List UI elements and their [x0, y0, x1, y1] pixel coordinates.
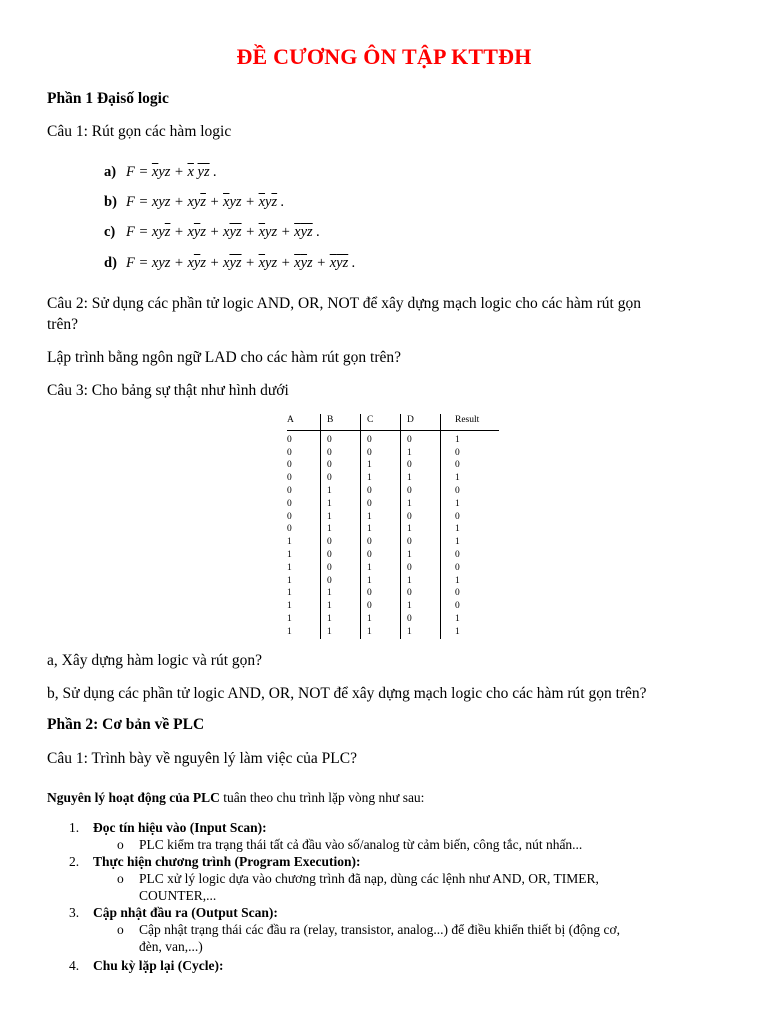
table-cell: 0 — [287, 459, 321, 472]
table-cell: 0 — [361, 600, 401, 613]
table-cell: 1 — [287, 626, 321, 639]
step-1-number: 1. — [69, 820, 80, 835]
header-d: D — [401, 414, 441, 430]
table-cell: 1 — [401, 549, 441, 562]
table-cell: 0 — [321, 447, 361, 460]
table-cell: 1 — [321, 626, 361, 639]
part1-question-3: Câu 3: Cho bảng sự thật như hình dưới — [47, 382, 289, 399]
table-cell: 0 — [321, 459, 361, 472]
table-cell: 0 — [455, 511, 460, 522]
table-cell: 0 — [401, 613, 441, 626]
step-3-bullet: o — [117, 922, 124, 937]
part1-heading: Phần 1 Đạisố logic — [47, 90, 169, 107]
table-cell: 0 — [401, 562, 441, 575]
table-row — [287, 600, 499, 613]
step-1-bullet: o — [117, 837, 124, 852]
table-cell: 0 — [361, 447, 401, 460]
table-cell: 1 — [321, 600, 361, 613]
table-cell: 1 — [361, 523, 401, 536]
header-a: A — [287, 414, 321, 430]
table-row — [287, 459, 499, 472]
table-cell: 1 — [455, 575, 460, 586]
table-cell: 0 — [401, 459, 441, 472]
step-1-detail-text: PLC kiểm tra trạng thái tất cả đầu vào số/analog từ cảm biến, công tắc, nút nhấn... — [139, 837, 583, 852]
table-cell: 1 — [401, 523, 441, 536]
table-row — [287, 575, 499, 588]
principle-bold: Nguyên lý hoạt động của PLC — [47, 790, 220, 805]
table-cell: 0 — [321, 562, 361, 575]
table-row — [287, 472, 499, 485]
table-cell: 0 — [361, 498, 401, 511]
table-row — [287, 511, 499, 524]
table-row — [287, 536, 499, 549]
step-4-title: Chu kỳ lặp lại (Cycle): — [93, 958, 224, 973]
table-cell: 0 — [287, 472, 321, 485]
header-result: Result — [441, 414, 500, 430]
step-2-title: Thực hiện chương trình (Program Execution): — [93, 854, 361, 869]
table-cell: 1 — [455, 524, 460, 535]
part1-question-2-cont: trên? — [47, 316, 78, 333]
table-cell: 1 — [455, 626, 460, 637]
table-row — [287, 587, 499, 600]
table-cell: 1 — [361, 472, 401, 485]
table-cell: 0 — [287, 485, 321, 498]
table-cell: 1 — [401, 447, 441, 460]
table-cell: 0 — [361, 485, 401, 498]
table-cell: 1 — [287, 562, 321, 575]
table-cell: 1 — [361, 562, 401, 575]
principle-intro — [47, 787, 424, 808]
table-cell: 1 — [321, 523, 361, 536]
principle-rest: tuân theo chu trình lặp vòng như sau: — [219, 790, 425, 805]
truth-table — [287, 414, 499, 639]
table-cell: 1 — [455, 613, 460, 624]
table-cell: 0 — [455, 485, 460, 496]
table-cell: 1 — [321, 587, 361, 600]
table-cell: 1 — [287, 587, 321, 600]
truth-table-header — [287, 414, 499, 430]
table-cell: 0 — [287, 447, 321, 460]
table-cell: 1 — [361, 613, 401, 626]
table-cell: 0 — [455, 601, 460, 612]
table-cell: 1 — [401, 472, 441, 485]
table-cell: 0 — [455, 447, 460, 458]
table-cell: 1 — [401, 575, 441, 588]
formula-c: c) $F = xy\overline{z} + x\overline{y}z + x\overline{yz} + \overline{x}yz + \overline{x}\overline{yz}$ . — [104, 224, 320, 240]
table-cell: 1 — [321, 613, 361, 626]
part2-heading: Phần 2: Cơ bản về PLC — [47, 716, 205, 733]
table-row — [287, 549, 499, 562]
table-cell: 0 — [287, 523, 321, 536]
table-row — [287, 485, 499, 498]
header-b: B — [321, 414, 361, 430]
formula-a: a) $F = \overline{x}yz + \overline{x}$ $\overline{yz}$ . — [104, 164, 217, 180]
formula-b: b) F = xyz + $xy\overline{z} + \overline{x}yz + \overline{x}y\overline{z}$ . — [104, 194, 285, 210]
table-cell: 1 — [361, 626, 401, 639]
table-cell: 0 — [361, 549, 401, 562]
table-cell: 1 — [455, 537, 460, 548]
table-cell: 1 — [401, 600, 441, 613]
table-cell: 1 — [361, 575, 401, 588]
table-cell: 0 — [401, 587, 441, 600]
table-row — [287, 430, 499, 446]
table-cell: 0 — [287, 430, 321, 446]
table-row — [287, 523, 499, 536]
table-cell: 0 — [361, 536, 401, 549]
step-4-number: 4. — [69, 958, 80, 973]
step-2-number: 2. — [69, 854, 80, 869]
table-cell: 0 — [361, 430, 401, 446]
table-cell: 0 — [321, 430, 361, 446]
table-cell: 0 — [287, 498, 321, 511]
table-cell: 0 — [401, 430, 441, 446]
part1-question-2-lad: Lập trình bằng ngôn ngữ LAD cho các hàm rút gọn trên? — [47, 349, 402, 366]
part1-question-3b: b, Sử dụng các phần tử logic AND, OR, NOT để xây dựng mạch logic cho các hàm rút gọn trên? — [47, 685, 647, 702]
table-cell: 0 — [401, 536, 441, 549]
table-cell: 0 — [401, 511, 441, 524]
table-cell: 0 — [455, 588, 460, 599]
step-2-bullet: o — [117, 871, 124, 886]
table-row — [287, 498, 499, 511]
step-1-title: Đọc tín hiệu vào (Input Scan): — [93, 820, 267, 835]
table-cell: 1 — [321, 511, 361, 524]
table-cell: 0 — [321, 575, 361, 588]
table-cell: 1 — [455, 498, 460, 509]
table-cell: 0 — [401, 485, 441, 498]
formula-d: d) F = xyz + $x\overline{y}z + x\overline{yz} + \overline{x}yz + \overline{x}\overline{y}z + \overline{x}\overline{yz}$ . — [104, 255, 356, 271]
table-cell: 1 — [287, 549, 321, 562]
table-row — [287, 447, 499, 460]
part2-question-1: Câu 1: Trình bày về nguyên lý làm việc của PLC? — [47, 750, 357, 767]
part1-question-1: Câu 1: Rút gọn các hàm logic — [47, 123, 232, 140]
step-2-detail-text: PLC xử lý logic dựa vào chương trình đã nạp, dùng các lệnh như AND, OR, TIMER, — [139, 871, 599, 886]
step-3-number: 3. — [69, 905, 80, 920]
table-cell: 1 — [361, 511, 401, 524]
page-title: ĐỀ CƯƠNG ÔN TẬP KTTĐH — [236, 44, 532, 69]
step-3-title: Cập nhật đầu ra (Output Scan): — [93, 905, 278, 920]
table-cell: 1 — [361, 459, 401, 472]
table-cell: 1 — [401, 498, 441, 511]
table-cell: 1 — [287, 575, 321, 588]
table-cell: 1 — [287, 536, 321, 549]
part1-question-3a: a, Xây dựng hàm logic và rút gọn? — [47, 652, 263, 669]
table-cell: 1 — [321, 485, 361, 498]
header-c: C — [361, 414, 401, 430]
table-row — [287, 613, 499, 626]
table-cell: 0 — [321, 472, 361, 485]
table-cell: 1 — [455, 434, 460, 445]
table-cell: 0 — [321, 549, 361, 562]
part1-question-2: Câu 2: Sử dụng các phần tử logic AND, OR, NOT để xây dựng mạch logic cho các hàm rút gọn — [47, 295, 641, 312]
table-cell: 1 — [455, 473, 460, 484]
table-cell: 1 — [321, 498, 361, 511]
table-row — [287, 562, 499, 575]
table-cell: 1 — [401, 626, 441, 639]
table-cell: 1 — [287, 600, 321, 613]
table-cell: 0 — [455, 460, 460, 471]
step-3-detail-text: Cập nhật trạng thái các đầu ra (relay, transistor, analog...) để điều khiển thiết bị (động cơ, — [139, 922, 621, 937]
table-row — [287, 626, 499, 639]
table-cell: 1 — [287, 613, 321, 626]
step-3-detail-text-2: đèn, van,...) — [139, 939, 203, 954]
step-2-detail-text-2: COUNTER,... — [139, 888, 217, 903]
table-cell: 0 — [455, 562, 460, 573]
table-cell: 0 — [455, 549, 460, 560]
table-cell: 0 — [321, 536, 361, 549]
table-cell: 0 — [287, 511, 321, 524]
table-cell: 0 — [361, 587, 401, 600]
